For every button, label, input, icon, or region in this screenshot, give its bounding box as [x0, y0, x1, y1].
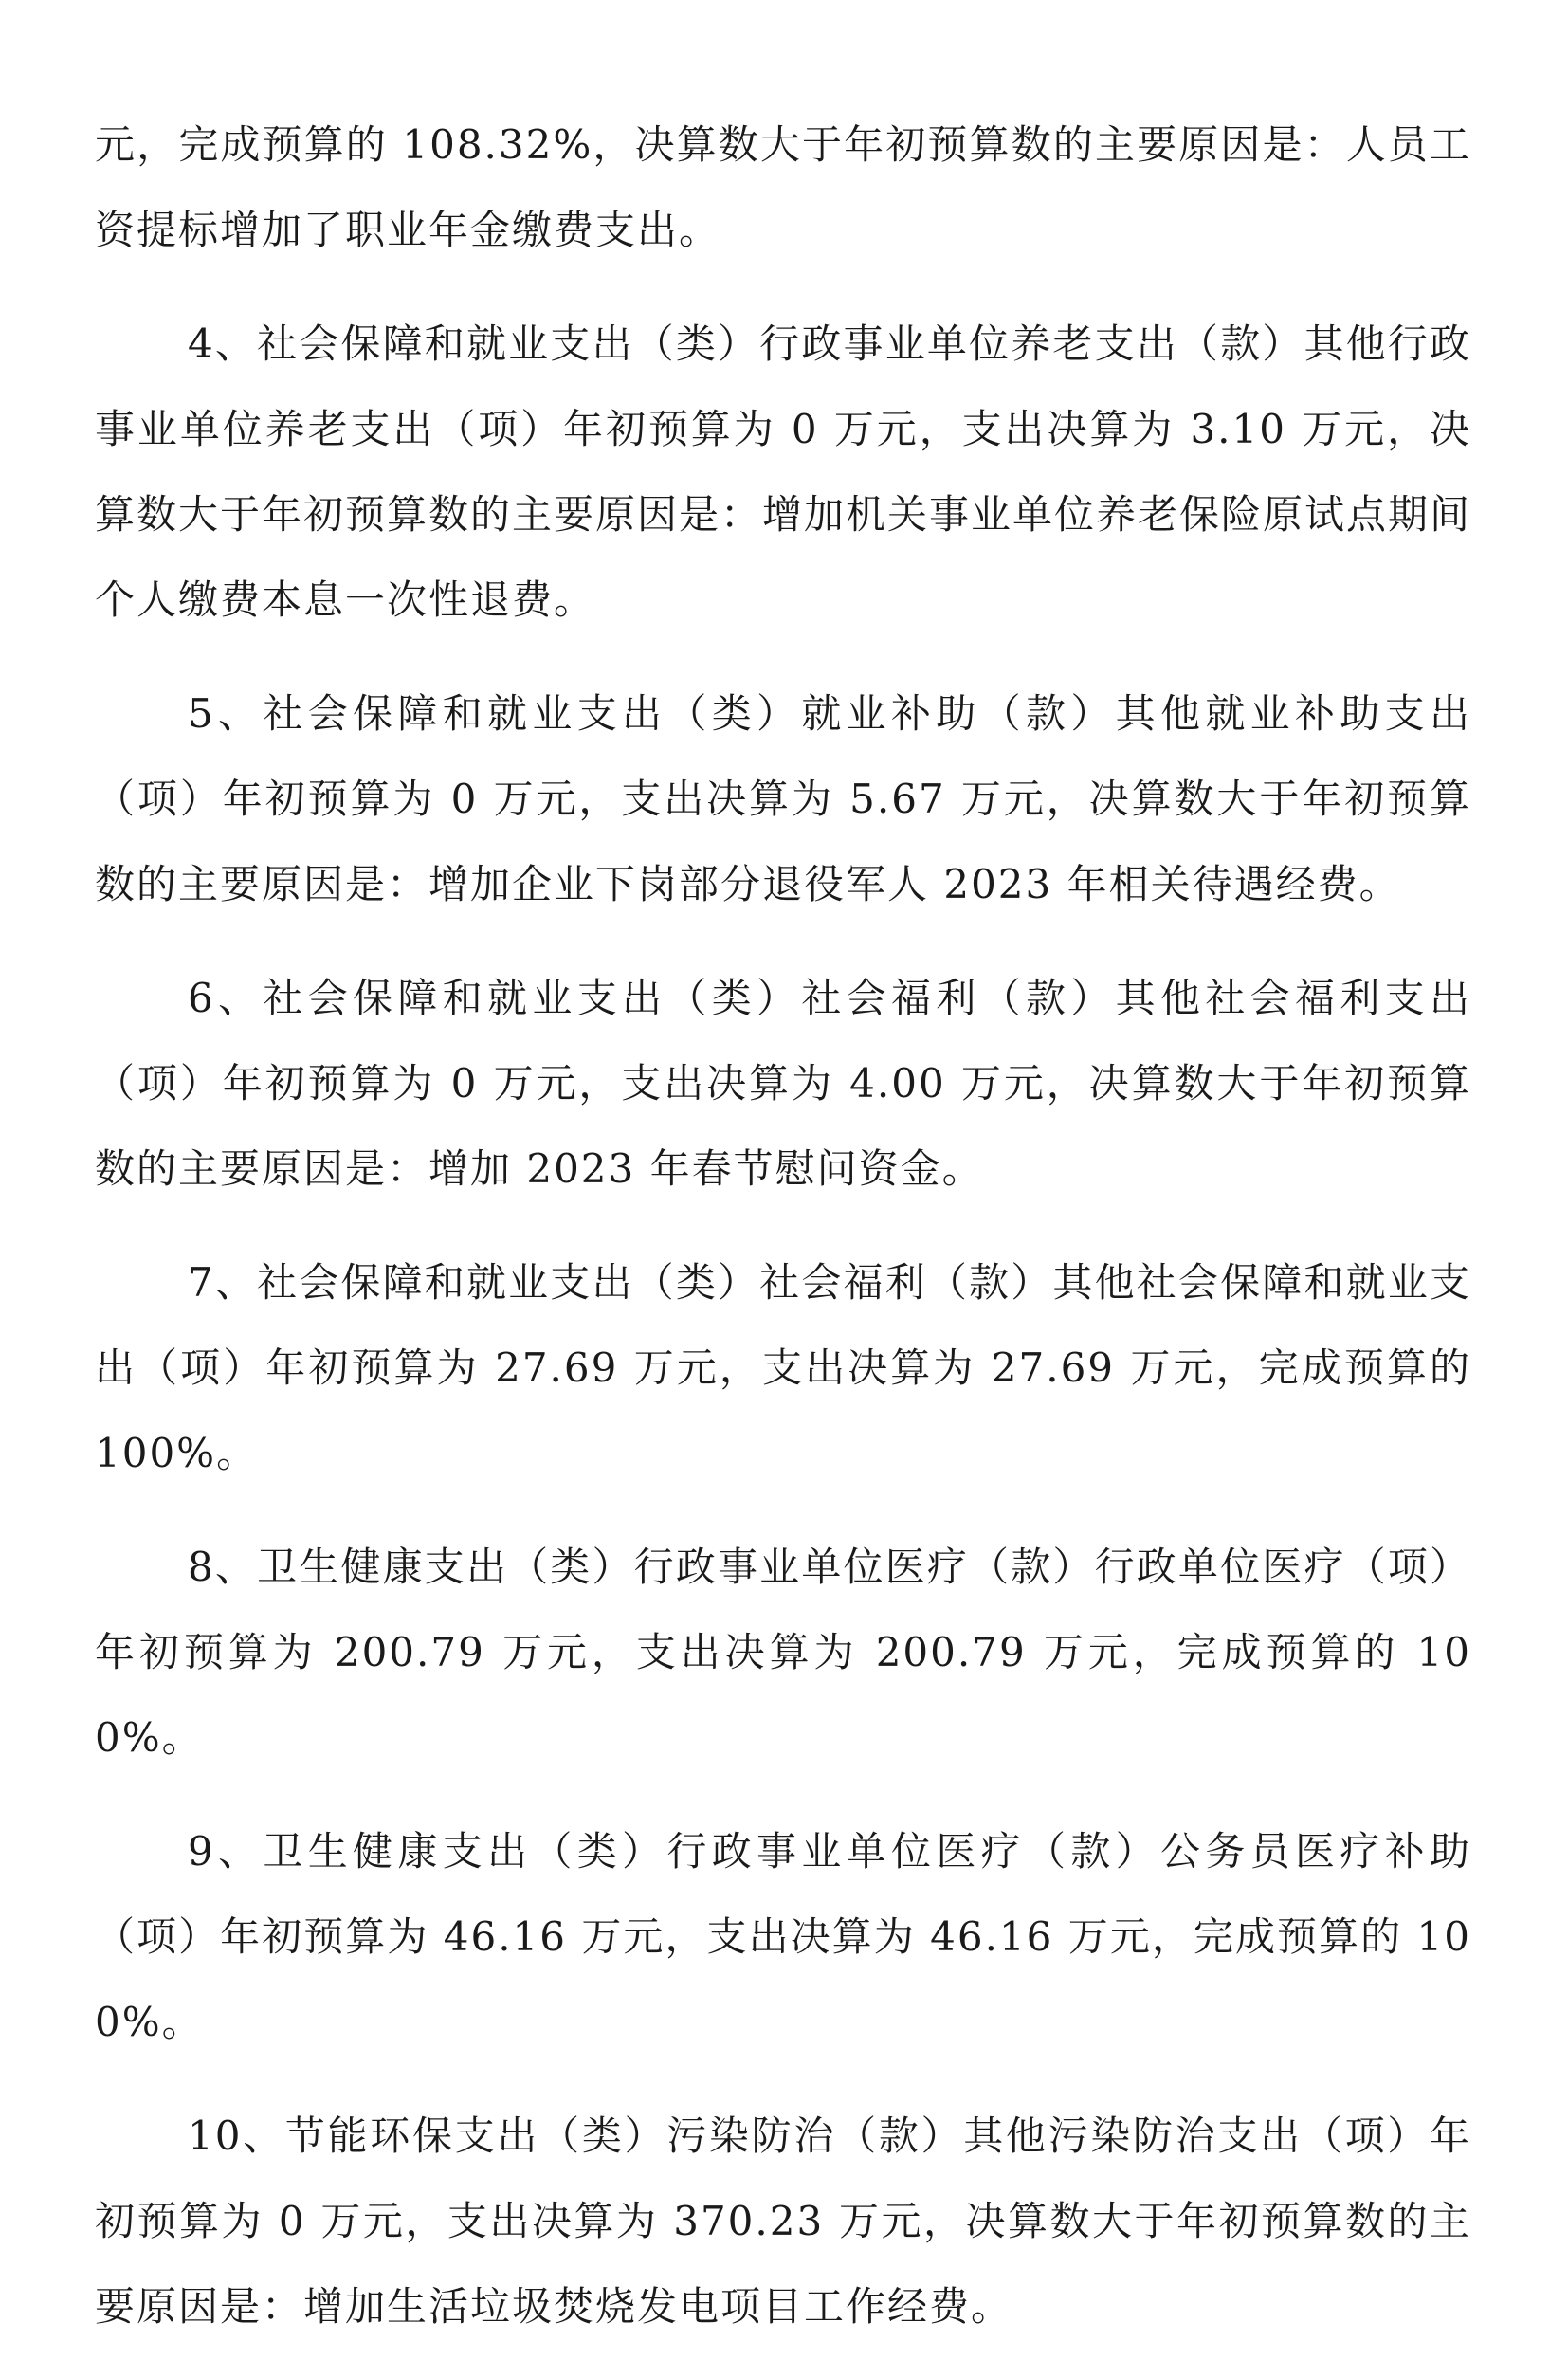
paragraph-item-7: 7、社会保障和就业支出（类）社会福利（款）其他社会保障和就业支出（项）年初预算为 27.69 万元，支出决算为 27.69 万元，完成预算的 100%。 — [95, 1259, 1471, 1476]
paragraph-item-5: 5、社会保障和就业支出（类）就业补助（款）其他就业补助支出（项）年初预算为 0 万元，支出决算为 5.67 万元，决算数大于年初预算数的主要原因是：增加企业下岗部分退役军人 2023 年相关待遇经费。 — [95, 690, 1471, 907]
paragraph-item-4: 4、社会保障和就业支出（类）行政事业单位养老支出（款）其他行政事业单位养老支出（项）年初预算为 0 万元，支出决算为 3.10 万元，决算数大于年初预算数的主要原因是：增加机关事业单位养老保险原试点期间个人缴费本息一次性退费。 — [95, 320, 1472, 623]
paragraph-item-6: 6、社会保障和就业支出（类）社会福利（款）其他社会福利支出（项）年初预算为 0 万元，支出决算为 4.00 万元，决算数大于年初预算数的主要原因是：增加 2023 年春节慰问资金。 — [95, 975, 1471, 1192]
paragraph-continuation: 元，完成预算的 108.32%，决算数大于年初预算数的主要原因是：人员工资提标增加了职业年金缴费支出。 — [95, 121, 1471, 253]
paragraph-item-10: 10、节能环保支出（类）污染防治（款）其他污染防治支出（项）年初预算为 0 万元，支出决算为 370.23 万元，决算数大于年初预算数的主要原因是：增加生活垃圾焚烧发电项目工作经费。 — [95, 2113, 1471, 2330]
paragraph-item-8: 8、卫生健康支出（类）行政事业单位医疗（款）行政单位医疗（项）年初预算为 200.79 万元，支出决算为 200.79 万元，完成预算的 100%。 — [95, 1544, 1471, 1761]
paragraph-item-9: 9、卫生健康支出（类）行政事业单位医疗（款）公务员医疗补助（项）年初预算为 46.16 万元，支出决算为 46.16 万元，完成预算的 100%。 — [95, 1828, 1471, 2045]
document-page — [95, 102, 1471, 2378]
